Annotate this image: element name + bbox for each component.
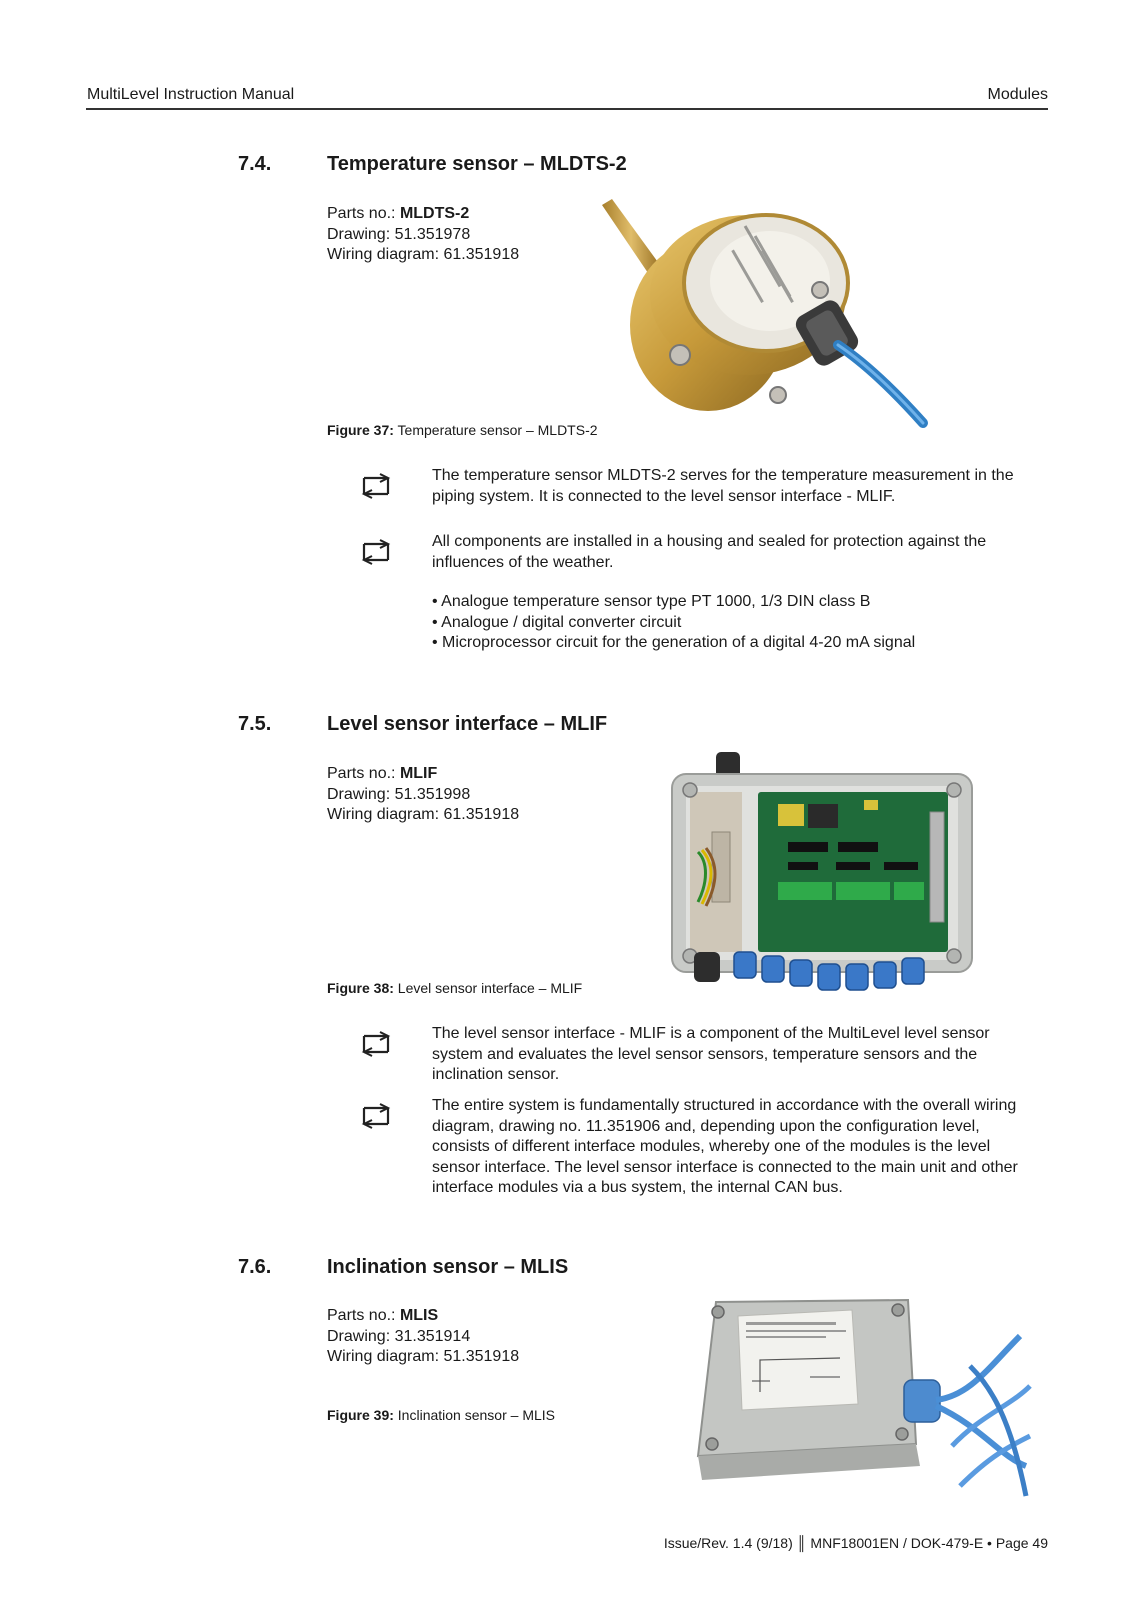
parts-number: Parts no.: MLIF — [327, 765, 438, 782]
header-rule — [86, 108, 1048, 110]
section-title: Inclination sensor – MLIS — [327, 1256, 569, 1278]
feature-list — [432, 592, 1038, 654]
parts-number: Parts no.: MLIS — [327, 1307, 439, 1324]
parts-number: Parts no.: MLDTS-2 — [327, 205, 470, 222]
figure-caption: Figure 37: Temperature sensor – MLDTS-2 — [327, 422, 598, 438]
note-text: The level sensor interface - MLIF is a component of the MultiLevel level sensor system and evaluates the level sensor sensors, temperature sensors and the inclination sensor. — [432, 1025, 990, 1083]
note-icon — [358, 472, 394, 500]
note-icon — [358, 1102, 394, 1130]
wiring-diagram-number: Wiring diagram: 61.351918 — [327, 246, 520, 263]
list-item: • Microprocessor circuit for the generation of a digital 4-20 mA signal — [432, 634, 916, 651]
page-footer: Issue/Rev. 1.4 (9/18) ║ MNF18001EN / DOK-479-E • Page 49 — [663, 1535, 1048, 1551]
figure-caption: Figure 39: Inclination sensor – MLIS — [327, 1407, 555, 1423]
list-item: • Analogue / digital converter circuit — [432, 613, 682, 631]
running-header-chapter: Modules — [987, 86, 1048, 103]
section-number: 7.6. — [238, 1256, 272, 1278]
parts-info — [327, 1306, 519, 1368]
temperature-sensor-photo — [598, 195, 950, 435]
section-number: 7.5. — [238, 713, 272, 735]
inclination-sensor-photo — [690, 1296, 1032, 1510]
wiring-diagram-number: Wiring diagram: 51.351918 — [327, 1348, 520, 1365]
note-icon — [358, 1030, 394, 1058]
note-icon — [358, 538, 394, 566]
note-text: All components are installed in a housing and sealed for protection against the influences of the weather. — [432, 533, 987, 571]
running-header-title: MultiLevel Instruction Manual — [87, 86, 295, 103]
parts-info — [327, 204, 519, 266]
parts-info — [327, 764, 519, 826]
wiring-diagram-number: Wiring diagram: 61.351918 — [327, 806, 520, 823]
level-sensor-interface-photo — [668, 752, 980, 1002]
section-number: 7.4. — [238, 153, 272, 175]
note-text: The temperature sensor MLDTS-2 serves for the temperature measurement in the piping system. It is connected to the level sensor interface - MLIF. — [432, 467, 1014, 505]
section-title: Temperature sensor – MLDTS-2 — [327, 153, 627, 175]
drawing-number: Drawing: 51.351998 — [327, 785, 471, 803]
figure-caption: Figure 38: Level sensor interface – MLIF — [327, 980, 583, 996]
note-text: The entire system is fundamentally structured in accordance with the overall wiring diagram, drawing no. 11.351906 and, depending upon the configuration level, consists of different interface modules, whereby one of the modules is the level sensor interface. The level sensor interface is connected to the main unit and other interface modules via a bus system, the internal CAN bus. — [432, 1097, 1018, 1196]
section-title: Level sensor interface – MLIF — [327, 713, 608, 735]
drawing-number: Drawing: 31.351914 — [327, 1327, 471, 1345]
drawing-number: Drawing: 51.351978 — [327, 225, 471, 243]
list-item: • Analogue temperature sensor type PT 1000, 1/3 DIN class B — [432, 593, 871, 610]
